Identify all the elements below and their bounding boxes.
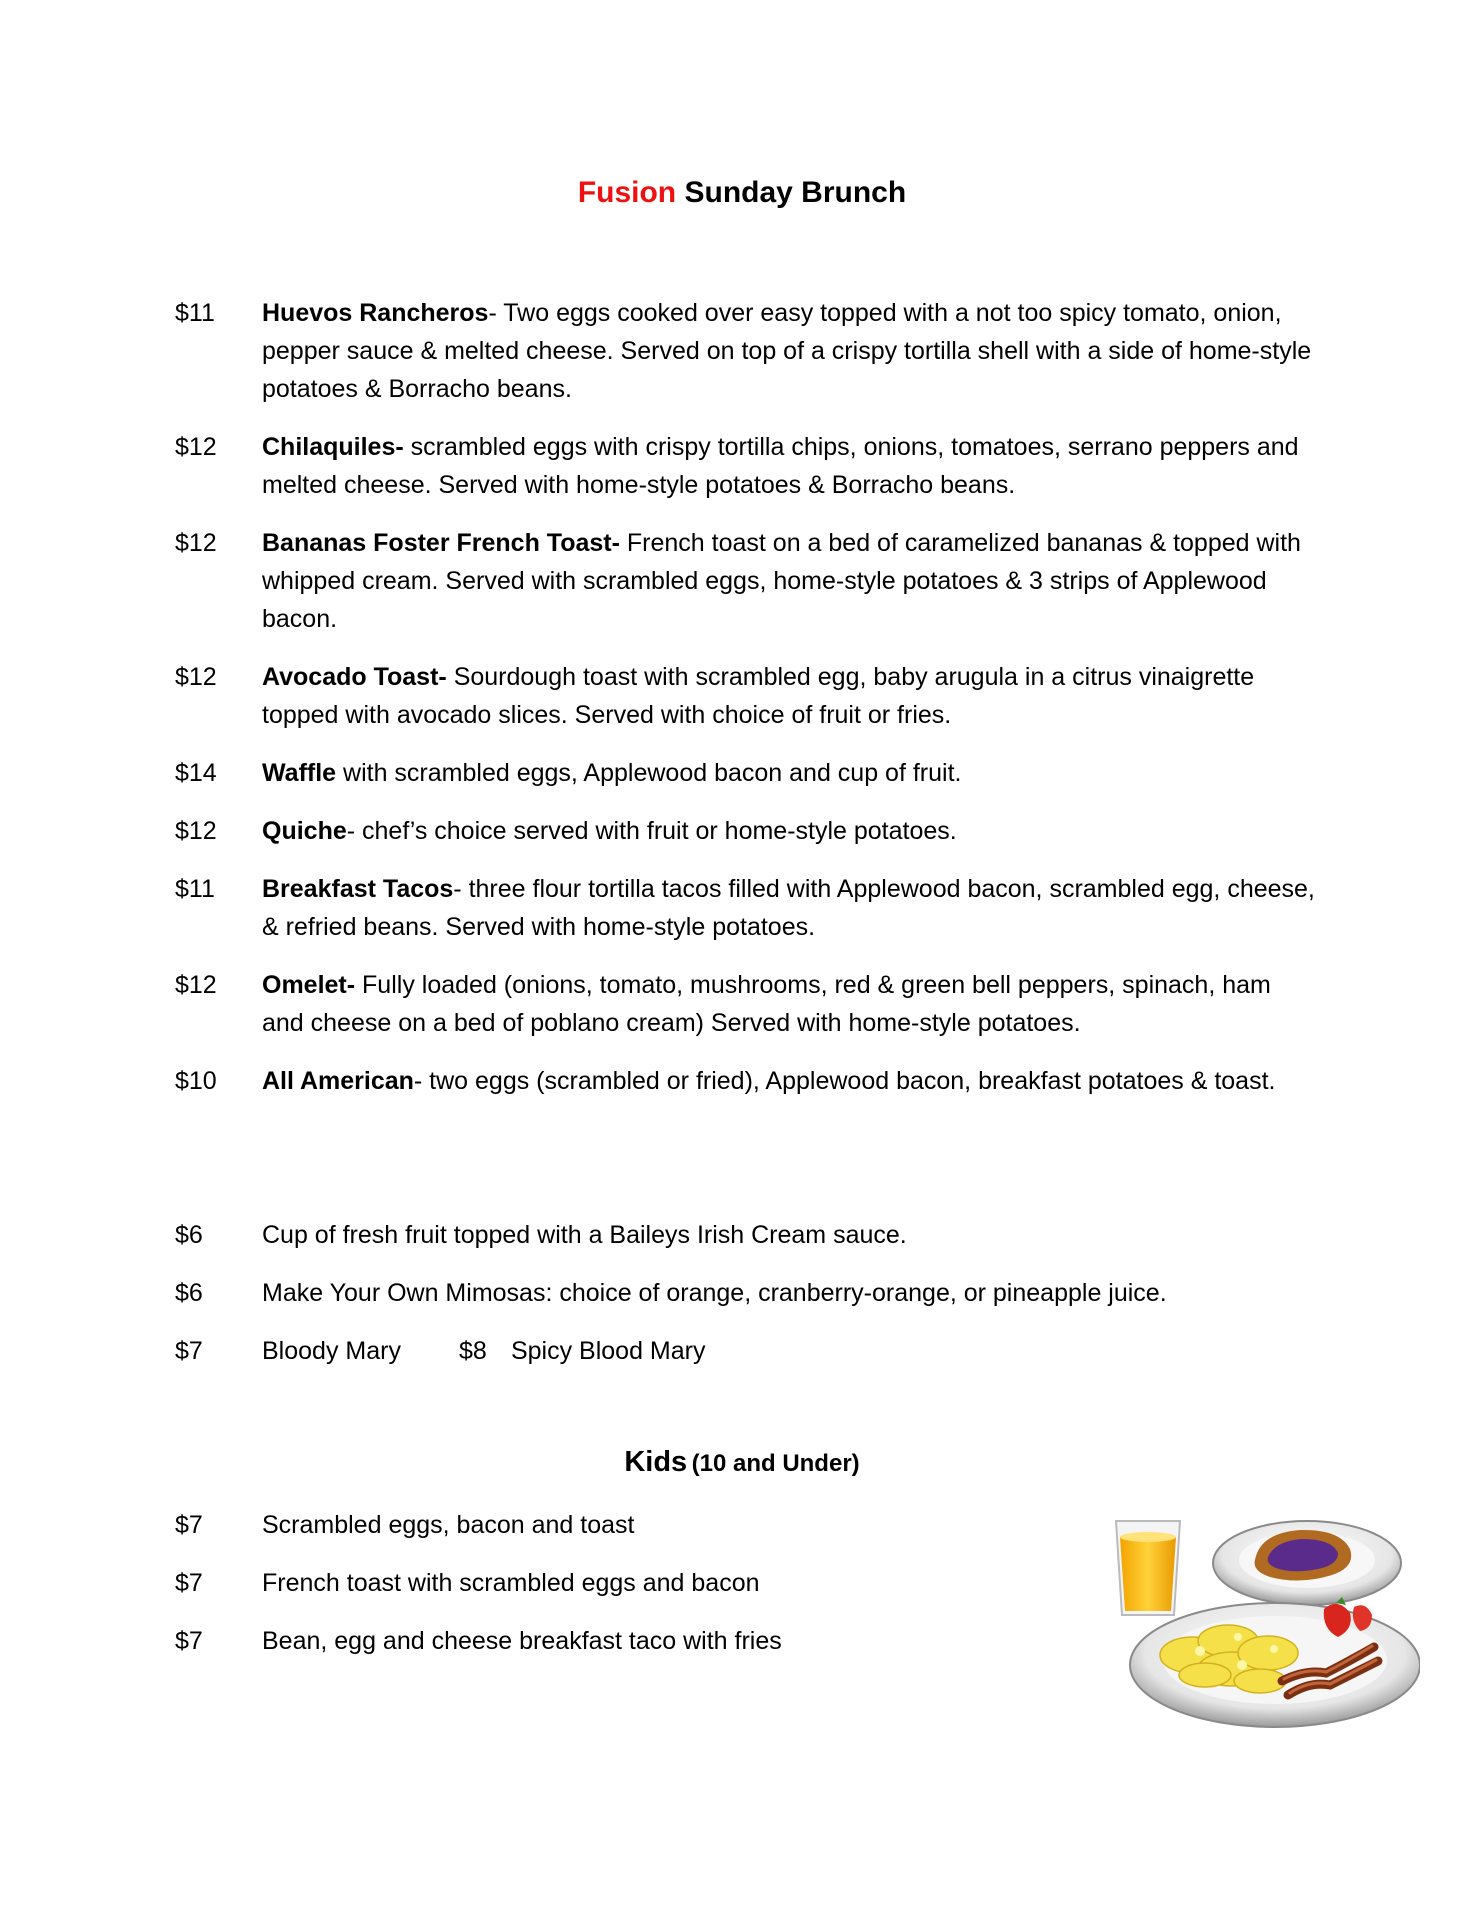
item-price: $14 [175,759,217,787]
menu-item-all-american [175,1062,1315,1100]
item-text: Scrambled eggs, bacon and toast [262,1511,635,1539]
eggs-bacon-plate-icon [1130,1597,1420,1727]
item-text: - two eggs (scrambled or fried), Applewood bacon, breakfast potatoes & toast. [413,1067,1276,1095]
item-text: - Two eggs cooked over easy topped with a not too spicy tomato, onion, pepper sauce & melted cheese. Served on top of a crispy tortilla shell with a side of home-style potatoes & Borracho beans. [262,299,1312,403]
item-description [262,524,1315,638]
item-text: French toast on a bed of caramelized bananas & topped with whipped cream. Served with scrambled eggs, home-style potatoes & 3 strips of Applewood bacon. [262,529,1301,633]
item-price: $12 [175,433,217,461]
item-text: - chef’s choice served with fruit or home-style potatoes. [346,817,957,845]
item-price: $12 [175,817,217,845]
item-text-secondary: Spicy Blood Mary [510,1337,706,1365]
item-price: $6 [175,1221,203,1249]
item-price: $10 [175,1067,217,1095]
item-description [262,658,1315,734]
item-text: Make Your Own Mimosas: choice of orange, cranberry-orange, or pineapple juice. [262,1279,1167,1307]
juice-glass-icon [1116,1521,1180,1615]
breakfast-plate-illustration [1110,1505,1420,1735]
item-description [262,870,1315,946]
item-description [262,812,1315,850]
menu-item-waffle [175,754,1315,792]
item-description [262,1062,1315,1100]
item-text: French toast with scrambled eggs and bacon [262,1569,760,1597]
item-description [262,754,1315,792]
item-name: Avocado Toast- [262,663,447,691]
item-price: $7 [175,1627,203,1655]
item-text: Sourdough toast with scrambled egg, baby arugula in a citrus vinaigrette topped with avocado slices. Served with choice of fruit or fries. [262,663,1255,729]
title-rest: Sunday Brunch [684,176,907,209]
item-price: $12 [175,971,217,999]
menu-item-huevos-rancheros [175,294,1315,408]
item-name: Omelet- [262,971,356,999]
item-price-secondary: $8 [458,1337,487,1365]
item-text: Cup of fresh fruit topped with a Baileys Irish Cream sauce. [262,1221,907,1249]
item-description [262,428,1315,504]
item-price: $7 [175,1511,203,1539]
item-description [262,966,1315,1042]
kids-section-heading [0,1442,1484,1487]
item-text: Fully loaded (onions, tomato, mushrooms, red & green bell peppers, spinach, ham and cheese on a bed of poblano cream) Served with home-style potatoes. [262,971,1271,1037]
menu-item-omelet [175,966,1315,1042]
menu-item-fruit-cup [175,1216,1315,1254]
menu-item-bananas-foster-french-toast [175,524,1315,638]
item-price: $12 [175,529,217,557]
item-text: with scrambled eggs, Applewood bacon and cup of fruit. [336,759,962,787]
item-price: $7 [175,1337,203,1365]
item-description [262,1332,1315,1370]
menu-item-quiche [175,812,1315,850]
item-price: $7 [175,1569,203,1597]
page-title [0,173,1484,213]
item-text: - three flour tortilla tacos filled with Applewood bacon, scrambled egg, cheese, & refried beans. Served with home-style potatoes. [262,875,1315,941]
item-name: Quiche [262,817,347,845]
item-name: Breakfast Tacos [262,875,454,903]
title-accent: Fusion [577,176,677,209]
item-text: scrambled eggs with crispy tortilla chips, onions, tomatoes, serrano peppers and melted cheese. Served with home-style potatoes & Borracho beans. [262,433,1299,499]
item-text: Bloody Mary [262,1337,401,1365]
item-text: Bean, egg and cheese breakfast taco with fries [262,1627,782,1655]
item-price: $11 [175,875,215,903]
item-name: Waffle [262,759,337,787]
item-name: Bananas Foster French Toast- [262,529,620,557]
menu-item-mimosas [175,1274,1315,1312]
toast-plate-icon [1213,1521,1401,1605]
kids-heading: Kids [624,1446,688,1478]
menu-item-avocado-toast [175,658,1315,734]
menu-item-breakfast-tacos [175,870,1315,946]
item-price: $11 [175,299,215,327]
item-price: $6 [175,1279,203,1307]
item-price: $12 [175,663,217,691]
menu-item-chilaquiles [175,428,1315,504]
item-name: All American [262,1067,414,1095]
item-name: Chilaquiles- [262,433,404,461]
item-name: Huevos Rancheros [262,299,489,327]
menu-item-bloody-mary [175,1332,1315,1370]
main-menu-list [175,294,1315,1120]
extras-menu-list [175,1216,1315,1390]
item-description [262,294,1315,408]
kids-subheading: (10 and Under) [691,1450,860,1477]
